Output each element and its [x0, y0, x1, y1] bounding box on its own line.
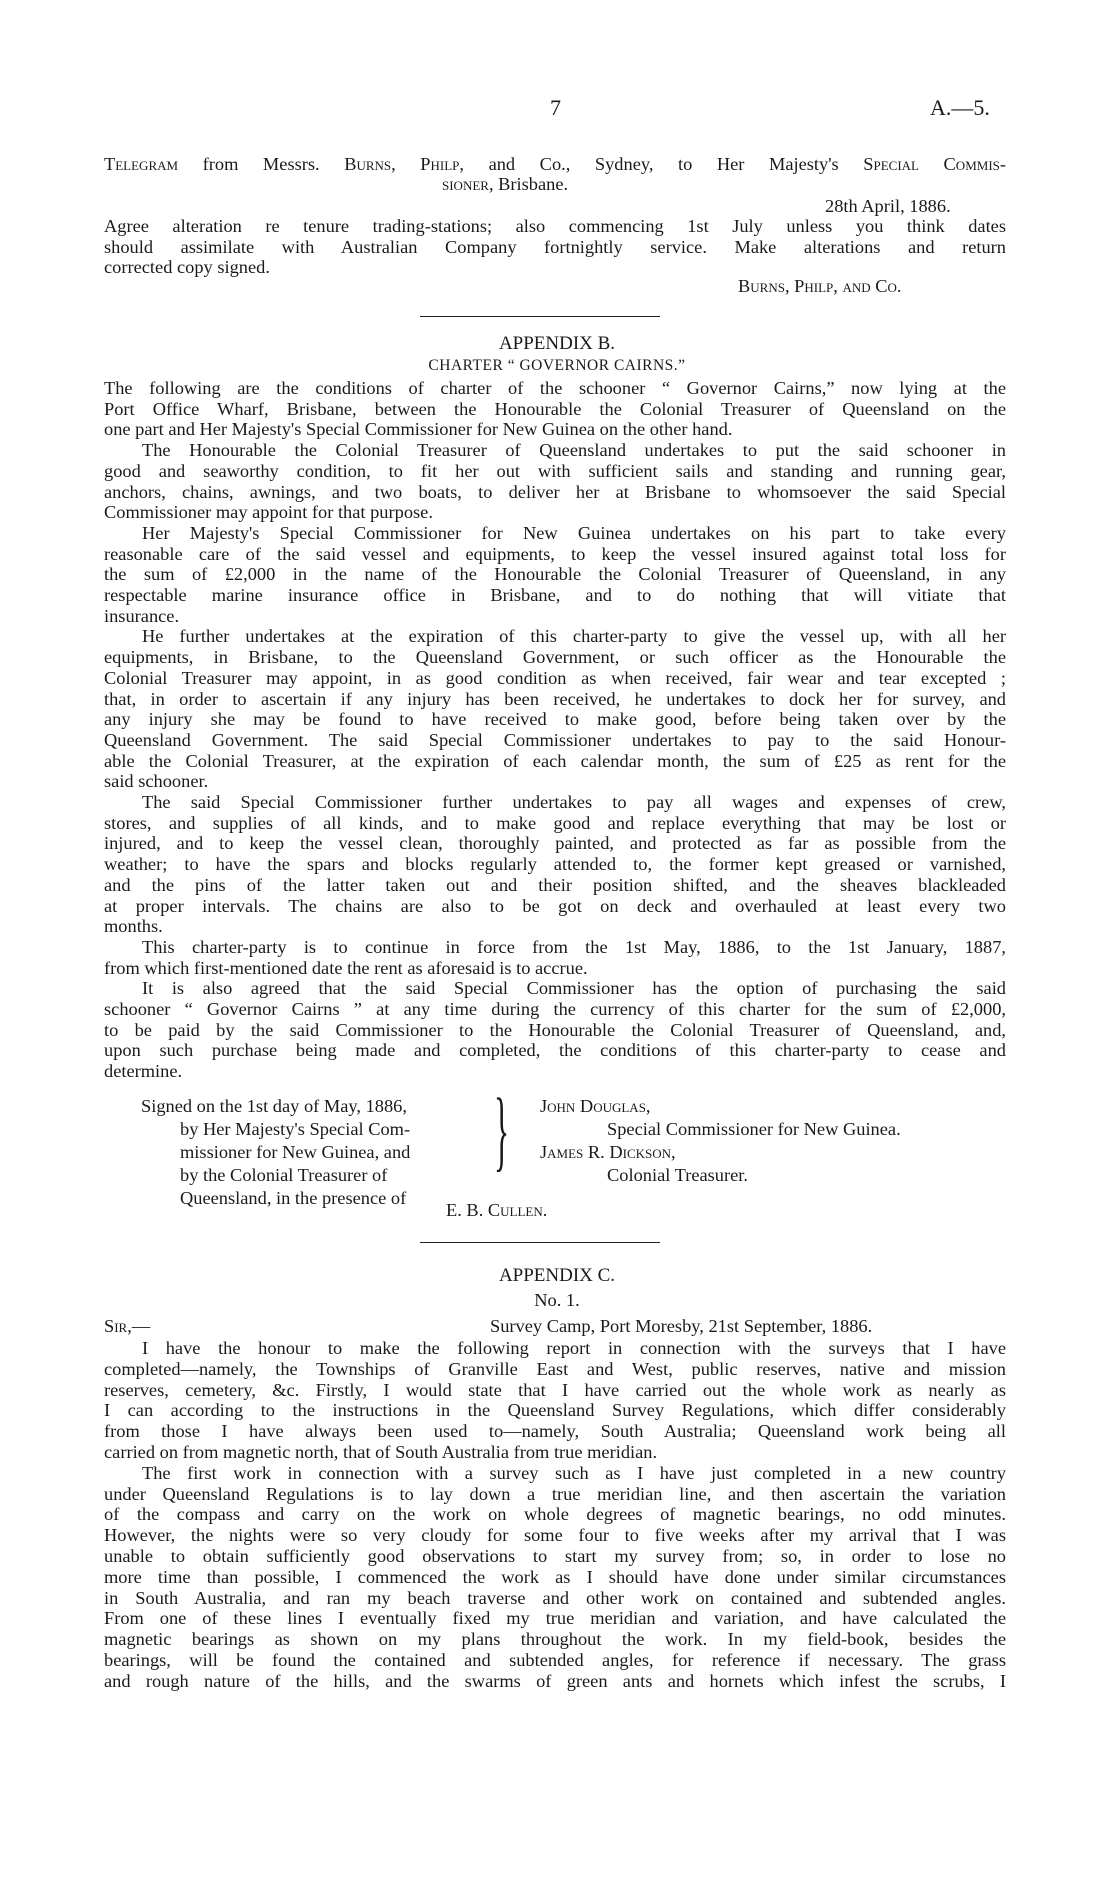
report-line: The first work in connection with a survey such as I have just completed in a new country [142, 1462, 1006, 1483]
signatory-1-title: Special Commissioner for New Guinea. [607, 1119, 901, 1139]
charter-line: stores, and supplies of all kinds, and to make good and replace everything that may be lost or [104, 812, 1006, 833]
telegram-word: Telegram [104, 154, 179, 174]
charter-line: insurance. [104, 605, 180, 626]
charter-line: The Honourable the Colonial Treasurer of Queensland undertakes to put the said schooner in [142, 440, 1006, 461]
charter-line: from which first-mentioned date the rent as aforesaid is to accrue. [104, 957, 588, 978]
signatory-2-title: Colonial Treasurer. [607, 1165, 748, 1185]
report-line: and rough nature of the hills, and the swarms of green ants and hornets which infest the scrubs, I [104, 1670, 1006, 1691]
signatory-1-name: John Douglas, [540, 1096, 651, 1116]
report-line: magnetic bearings as shown on my plans throughout the work. In my field-book, besides the [104, 1629, 1006, 1650]
signatory-2-name: James R. Dickson, [540, 1142, 676, 1162]
telegram-line: should assimilate with Australian Company fortnightly service. Make alterations and return [104, 236, 1006, 257]
report-line: in South Australia, and ran my beach traverse and other work on contained and subtended angles. [104, 1587, 1006, 1608]
charter-line: determine. [104, 1061, 183, 1082]
report-line: under Queensland Regulations is to lay down a true meridian line, and then ascertain the variation [104, 1483, 1006, 1504]
report-line: unable to obtain sufficiently good observations to start my survey from; so, in order to lose no [104, 1546, 1006, 1566]
report-line: carried on from magnetic north, that of South Australia from true meridian. [104, 1442, 658, 1462]
charter-line: good and seaworthy condition, to fit her out with sufficient sails and standing and running gear, [104, 460, 1006, 481]
report-line: From one of these lines I eventually fixed my true meridian and variation, and have calculated the [104, 1608, 1006, 1629]
charter-line: schooner “ Governor Cairns ” at any time during the currency of this charter for the sum of £2,000, [104, 999, 1006, 1019]
signed-line: by Her Majesty's Special Com- [180, 1119, 411, 1139]
report-line: I can according to the instructions in the Queensland Survey Regulations, which differ considerably [104, 1400, 1006, 1421]
charter-line: at proper intervals. The chains are also to be got on deck and overhauled at least every two [104, 895, 1006, 916]
section-divider-2 [420, 1242, 660, 1243]
signed-line: missioner for New Guinea, and [180, 1142, 411, 1162]
firm-name: Burns, Philp, [344, 154, 465, 174]
charter-line: respectable marine insurance office in Brisbane, and to do nothing that will vitiate that [104, 585, 1006, 605]
charter-line: He further undertakes at the expiration of this charter-party to give the vessel up, with all her [142, 626, 1006, 647]
charter-line: Queensland Government. The said Special Commissioner undertakes to pay to the said Honour- [104, 729, 1006, 750]
charter-line: able the Colonial Treasurer, at the expiration of each calendar month, the sum of £25 as rent for the [104, 750, 1006, 771]
report-line: However, the nights were so very cloudy for some four to five weeks after my arrival that I was [104, 1525, 1006, 1546]
charter-line: any injury she may be found to have received to make good, before being taken over by the [104, 709, 1006, 730]
charter-line: Port Office Wharf, Brisbane, between the Honourable the Colonial Treasurer of Queensland on the [104, 398, 1006, 419]
charter-line: It is also agreed that the said Special Commissioner has the option of purchasing the said [142, 978, 1006, 999]
appendix-c-title: APPENDIX C. [498, 1265, 616, 1286]
report-line: from those I have always been used to—namely, South Australia; Queensland work being all [104, 1421, 1006, 1442]
charter-line: This charter-party is to continue in force from the 1st May, 1886, to the 1st January, 1887, [142, 936, 1006, 957]
charter-line: upon such purchase being made and completed, the conditions of this charter-party to cease and [104, 1040, 1006, 1061]
telegram-signature: Burns, Philp, and Co. [738, 276, 902, 296]
charter-line: the sum of £2,000 in the name of the Honourable the Colonial Treasurer of Queensland, in any [104, 564, 1006, 585]
report-line: completed—namely, the Townships of Granville East and West, public reserves, native and mission [104, 1358, 1006, 1379]
charter-line: and the pins of the latter taken out and their position shifted, and the sheaves blackleaded [104, 874, 1006, 895]
charter-line: equipments, in Brisbane, to the Queensland Government, or such officer as the Honourable the [104, 647, 1006, 668]
charter-line: The following are the conditions of charter of the schooner “ Governor Cairns,” now lying at the [104, 378, 1006, 398]
salutation: Sir,— [104, 1316, 151, 1336]
telegram-heading-line2: sioner, Brisbane. [442, 174, 569, 194]
appendix-b-title: APPENDIX B. [498, 333, 616, 354]
telegram-line: corrected copy signed. [104, 257, 270, 278]
charter-line: reasonable care of the said vessel and equipments, to keep the vessel insured against total loss for [104, 543, 1006, 564]
appendix-b-subtitle: CHARTER “ GOVERNOR CAIRNS.” [428, 357, 686, 374]
charter-line: to be paid by the said Commissioner to the Honourable the Colonial Treasurer of Queensland, and, [104, 1019, 1006, 1040]
charter-line: said schooner. [104, 771, 209, 792]
appendix-c-number: No. 1. [534, 1290, 580, 1310]
charter-line: months. [104, 916, 163, 937]
witness-name: E. B. Cullen. [446, 1200, 548, 1220]
signed-line: Queensland, in the presence of [180, 1188, 407, 1208]
section-divider [420, 316, 660, 317]
page-reference: A.—5. [930, 95, 990, 120]
report-line: I have the honour to make the following report in connection with the surveys that I have [142, 1338, 1006, 1358]
charter-line: The said Special Commissioner further undertakes to pay all wages and expenses of crew, [142, 792, 1006, 812]
signed-line: by the Colonial Treasurer of [180, 1165, 388, 1185]
charter-line: one part and Her Majesty's Special Commissioner for New Guinea on the other hand. [104, 419, 733, 440]
telegram-line: Agree alteration re tenure trading-stations; also commencing 1st July unless you think dates [104, 216, 1006, 236]
charter-line: Commissioner may appoint for that purpose. [104, 502, 433, 523]
signature-brace: } [494, 1081, 510, 1180]
report-line: more time than possible, I commenced the work as I should have done under similar circumstances [104, 1566, 1006, 1587]
report-line: bearings, will be found the contained and subtended angles, for reference if necessary. The grass [104, 1650, 1006, 1670]
charter-line: Colonial Treasurer may appoint, in as good condition as when received, fair wear and tear excepted ; [104, 667, 1006, 688]
charter-line: Her Majesty's Special Commissioner for New Guinea undertakes on his part to take every [142, 522, 1006, 543]
telegram-heading: Telegram from Messrs. Burns, Philp, and Co., Sydney, to Her Majesty's Special Commis- [104, 154, 1007, 174]
telegram-date: 28th April, 1886. [825, 196, 951, 216]
letter-address: Survey Camp, Port Moresby, 21st September, 1886. [490, 1316, 873, 1336]
special-commissioner: Special Commis- [863, 154, 1007, 174]
charter-line: anchors, chains, awnings, and two boats, to deliver her at Brisbane to whomsoever the said Special [104, 481, 1006, 502]
report-line: of the compass and carry on the work on whole degrees of magnetic bearings, no odd minutes. [104, 1504, 1006, 1525]
charter-line: weather; to have the spars and blocks regularly attended to, the former kept greased or varnished, [104, 854, 1006, 875]
charter-line: that, in order to ascertain if any injury has been received, he undertakes to dock her for survey, and [104, 688, 1006, 709]
page-number: 7 [550, 95, 561, 120]
signed-line: Signed on the 1st day of May, 1886, [141, 1096, 407, 1116]
charter-line: injured, and to keep the vessel clean, thoroughly painted, and protected as far as possible from the [104, 833, 1006, 854]
report-line: reserves, cemetery, &c. Firstly, I would state that I have carried out the whole work as nearly as [104, 1379, 1006, 1400]
